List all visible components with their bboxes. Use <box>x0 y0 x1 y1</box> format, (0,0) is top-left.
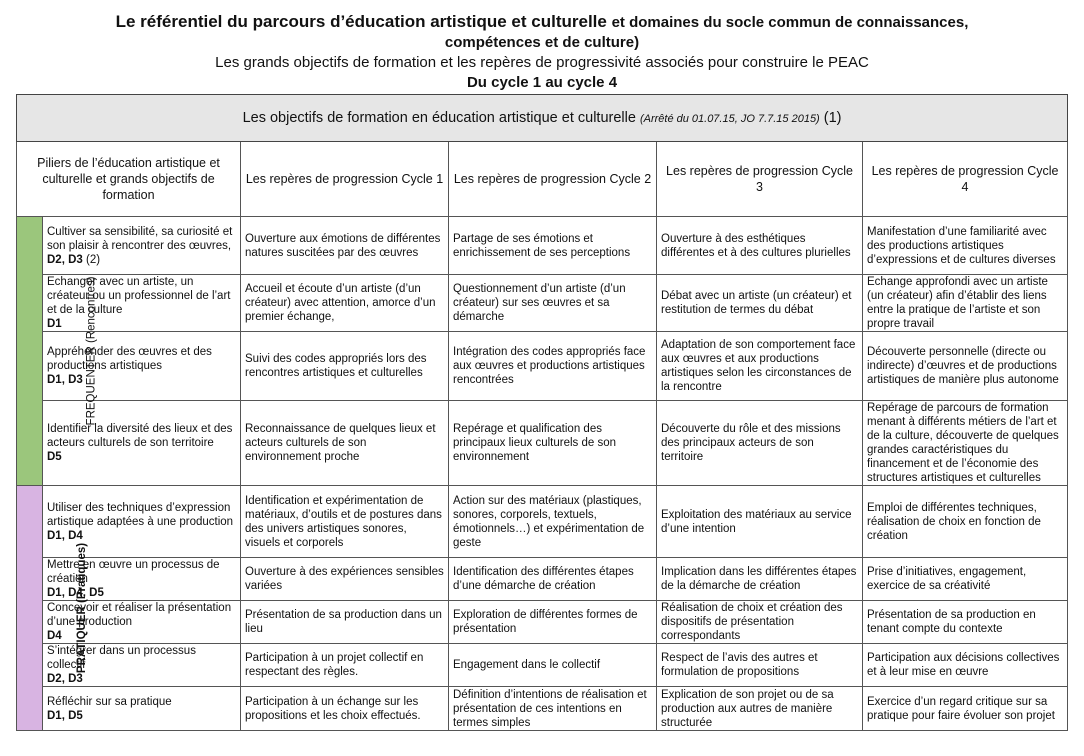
cycle-1-cell: Identification et expérimentation de matériaux, d’outils et de postures dans des univers artistiques sonores, visuels et corporels <box>241 486 449 558</box>
title-line-2: compétences et de culture) <box>444 34 640 51</box>
table-row <box>17 332 1068 401</box>
socle-domain-codes: D1 <box>47 318 62 330</box>
socle-domains <box>47 450 236 464</box>
cycle-3-cell: Réalisation de choix et création des dispositifs de présentation correspondants <box>657 601 863 644</box>
table-row <box>17 401 1068 486</box>
cycle-4-cell: Manifestation d’une familiarité avec des productions artistiques d’expressions et de cultures diverses <box>863 217 1068 275</box>
cycle-1-cell: Suivi des codes appropriés lors des rencontres artistiques et culturelles <box>241 332 449 401</box>
cycle-4-cell: Participation aux décisions collectives et à leur mise en œuvre <box>863 644 1068 687</box>
objective-cell <box>43 558 241 601</box>
cycle-2-cell: Intégration des codes appropriés face aux œuvres et productions artistiques rencontrées <box>449 332 657 401</box>
table-row <box>17 601 1068 644</box>
socle-domains <box>47 709 236 723</box>
objective-text: Appréhender des œuvres et des productions artistiques <box>47 346 212 372</box>
socle-domain-codes: D1, D4, D5 <box>47 587 104 599</box>
cycle-3-cell: Découverte du rôle et des missions des principaux acteurs de son territoire <box>657 401 863 486</box>
objective-text: Cultiver sa sensibilité, sa curiosité et son plaisir à rencontrer des œuvres, <box>47 225 233 252</box>
objective-text: Mettre en œuvre un processus de création <box>47 559 220 585</box>
cycle-3-cell: Adaptation de son comportement face aux œuvres et aux productions artistiques selon les circonstances de la rencontre <box>657 332 863 401</box>
column-header-cycle-4: Les repères de progression Cycle 4 <box>863 142 1068 217</box>
socle-domain-codes: D1, D5 <box>47 709 83 722</box>
cycle-4-cell: Découverte personnelle (directe ou indirecte) d’œuvres et de productions artistiques de manière plus autonome <box>863 332 1068 401</box>
cycle-2-cell: Action sur des matériaux (plastiques, sonores, corporels, textuels, émotionnels…) et expérimentation de geste <box>449 486 657 558</box>
cycle-2-cell: Repérage et qualification des principaux lieux culturels de son environnement <box>449 401 657 486</box>
column-header-pillars: Piliers de l’éducation artistique et culturelle et grands objectifs de formation <box>17 142 241 217</box>
cycle-4-cell: Repérage de parcours de formation menant à différents métiers de l’art et de la culture, découverte de quelques grandes caractéristiques du financement et de l’économie des structures artistiques et culturelles <box>863 401 1068 486</box>
cycle-3-cell: Explication de son projet ou de sa production aux autres de manière structurée <box>657 687 863 731</box>
socle-domain-codes: D1, D3 <box>47 374 83 386</box>
objective-cell <box>43 275 241 332</box>
socle-domains <box>47 529 236 543</box>
cycle-3-cell: Ouverture à des esthétiques différentes et à des cultures plurielles <box>657 217 863 275</box>
table-row <box>17 687 1068 731</box>
cycle-4-cell: Exercice d’un regard critique sur sa pratique pour faire évoluer son projet <box>863 687 1068 731</box>
objectives-note: (1) <box>823 109 842 126</box>
objectives-title: Les objectifs de formation en éducation artistique et culturelle <box>242 109 636 126</box>
socle-domain-codes: D1, D4 <box>47 529 83 542</box>
cycle-4-cell: Emploi de différentes techniques, réalisation de choix en fonction de création <box>863 486 1068 558</box>
footnote-ref: (2) <box>86 253 101 266</box>
cycle-range: Du cycle 1 au cycle 4 <box>466 74 618 91</box>
socle-domain-codes: D2, D3 <box>47 673 83 685</box>
objective-cell <box>43 687 241 731</box>
cycle-2-cell: Exploration de différentes formes de présentation <box>449 601 657 644</box>
cycle-2-cell: Identification des différentes étapes d’une démarche de création <box>449 558 657 601</box>
objective-cell <box>43 217 241 275</box>
column-header-row <box>17 142 1068 217</box>
cycle-4-cell: Prise d’initiatives, engagement, exercice de sa créativité <box>863 558 1068 601</box>
cycle-1-cell: Ouverture aux émotions de différentes natures suscitées par des œuvres <box>241 217 449 275</box>
objective-text: Utiliser des techniques d’expression artistique adaptées à une production <box>47 501 234 528</box>
objective-cell <box>43 332 241 401</box>
socle-domain-codes: D4 <box>47 630 62 642</box>
cycle-2-cell: Définition d’intentions de réalisation et présentation de ces intentions en termes simples <box>449 687 657 731</box>
cycle-1-cell: Présentation de sa production dans un lieu <box>241 601 449 644</box>
column-header-cycle-3: Les repères de progression Cycle 3 <box>657 142 863 217</box>
cycle-3-cell: Implication dans les différentes étapes de la démarche de création <box>657 558 863 601</box>
socle-domain-codes: D5 <box>47 451 62 463</box>
socle-domains <box>47 253 236 267</box>
title-rest: et domaines du socle commun de connaissances, <box>611 14 969 31</box>
socle-domains <box>47 672 236 686</box>
cycle-1-cell: Ouverture à des expériences sensibles variées <box>241 558 449 601</box>
table-row <box>17 217 1068 275</box>
pillar-label: FREQUENTER (Rencontres) <box>85 276 98 426</box>
table-row <box>17 558 1068 601</box>
title-line-1 <box>0 12 1084 33</box>
cycle-2-cell: Engagement dans le collectif <box>449 644 657 687</box>
document-header <box>0 0 1084 93</box>
objectives-header-row <box>17 95 1068 142</box>
cycle-1-cell: Participation à un échange sur les propositions et les choix effectués. <box>241 687 449 731</box>
cycle-4-cell: Echange approfondi avec un artiste (un créateur) afin d’établir des liens entre la pratique de l’artiste et son propre travail <box>863 275 1068 332</box>
objective-cell <box>43 486 241 558</box>
cycle-3-cell: Respect de l’avis des autres et formulation de propositions <box>657 644 863 687</box>
table-row <box>17 486 1068 558</box>
objective-text: Echanger avec un artiste, un créateur ou un professionnel de l’art et de la culture <box>47 276 231 316</box>
table-row <box>17 275 1068 332</box>
cycle-3-cell: Exploitation des matériaux au service d’une intention <box>657 486 863 558</box>
cycle-1-cell: Reconnaissance de quelques lieux et acteurs culturels de son environnement proche <box>241 401 449 486</box>
subtitle: Les grands objectifs de formation et les repères de progressivité associés pour construire le PEAC <box>215 54 869 71</box>
cycle-2-cell: Partage de ses émotions et enrichissement de ses perceptions <box>449 217 657 275</box>
objective-text: Réfléchir sur sa pratique <box>47 695 172 708</box>
column-header-cycle-1: Les repères de progression Cycle 1 <box>241 142 449 217</box>
objective-text: Concevoir et réaliser la présentation d’une production <box>47 602 232 628</box>
socle-domains <box>47 373 236 387</box>
cycle-3-cell: Débat avec un artiste (un créateur) et restitution de termes du débat <box>657 275 863 332</box>
socle-domains <box>47 317 236 331</box>
table-row <box>17 644 1068 687</box>
socle-domain-codes: D2, D3 <box>47 253 83 266</box>
objectives-reference: (Arrêté du 01.07.15, JO 7.7.15 2015) <box>639 112 820 125</box>
cycle-1-cell: Accueil et écoute d’un artiste (d’un créateur) avec attention, amorce d’un premier échange, <box>241 275 449 332</box>
objective-cell <box>43 601 241 644</box>
objective-text: S’intégrer dans un processus collectif <box>47 645 196 671</box>
cycle-1-cell: Participation à un projet collectif en respectant des règles. <box>241 644 449 687</box>
cycle-2-cell: Questionnement d’un artiste (d’un créateur) sur ses œuvres et sa démarche <box>449 275 657 332</box>
column-header-cycle-2: Les repères de progression Cycle 2 <box>449 142 657 217</box>
objective-text: Identifier la diversité des lieux et des acteurs culturels de son territoire <box>47 423 233 449</box>
objective-cell <box>43 644 241 687</box>
reference-table <box>16 94 1068 731</box>
objectives-header <box>17 95 1068 142</box>
cycle-4-cell: Présentation de sa production en tenant compte du contexte <box>863 601 1068 644</box>
title-main: Le référentiel du parcours d’éducation artistique et culturelle <box>115 12 607 31</box>
pillar-label: PRATIQUER (Pratiques) <box>76 542 89 674</box>
objective-cell <box>43 401 241 486</box>
